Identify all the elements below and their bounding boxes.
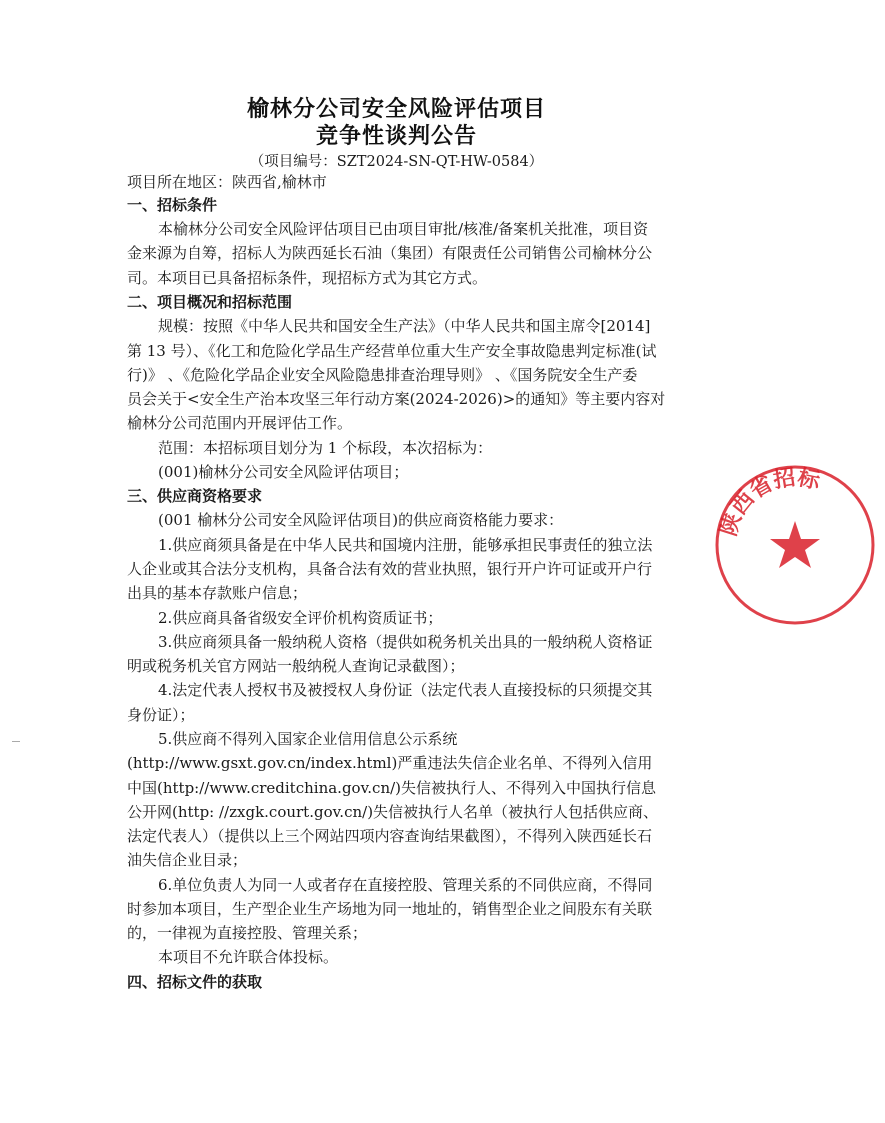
official-seal-icon	[705, 455, 885, 635]
requirement-4-line: 身份证）；	[127, 706, 195, 724]
requirement-3-line: 3.供应商须具备一般纳税人资格（提供如税务机关出具的一般纳税人资格证	[158, 633, 653, 651]
seal-text: 陕西省招标	[716, 465, 823, 540]
project-code: （项目编号：SZT2024-SN-QT-HW-0584）	[249, 154, 544, 170]
section-3-heading: 三、供应商资格要求	[127, 487, 263, 505]
requirement-5-line: (http://www.gsxt.gov.cn/index.html)严重违法失信企业名单、不得列入信用	[127, 754, 653, 772]
section-2-scale-line: 规模：按照《中华人民共和国安全生产法》（中华人民共和国主席令[2014]	[158, 317, 651, 335]
section-4-heading: 四、招标文件的获取	[127, 973, 263, 991]
title-line-2: 竞争性谈判公告	[315, 124, 477, 149]
section-2-scale-line: 行)》 、《危险化学品企业安全风险隐患排查治理导则》 、《国务院安全生产委	[127, 366, 638, 384]
requirement-5-line: 5.供应商不得列入国家企业信用信息公示系统	[158, 730, 458, 748]
requirement-5-line: 油失信企业目录；	[127, 851, 248, 869]
section-2-range-line: 范围：本招标项目划分为 1 个标段，本次招标为：	[158, 439, 493, 457]
requirement-1-line: 出具的基本存款账户信息；	[127, 584, 308, 602]
requirement-6-line: 6.单位负责人为同一人或者存在直接控股、管理关系的不同供应商，不得同	[158, 876, 653, 894]
title-line-1: 榆林分公司安全风险评估项目	[246, 97, 546, 122]
section-1-line: 金来源为自筹，招标人为陕西延长石油（集团）有限责任公司销售公司榆林分公	[127, 244, 653, 262]
requirement-5-line: 法定代表人）（提供以上三个网站四项内容查询结果截图），不得列入陕西延长石	[127, 827, 653, 845]
requirement-4-line: 4.法定代表人授权书及被授权人身份证（法定代表人直接投标的只须提交其	[158, 681, 653, 699]
requirement-1-line: 1.供应商须具备是在中华人民共和国境内注册，能够承担民事责任的独立法	[158, 536, 653, 554]
section-1-heading: 一、招标条件	[127, 196, 218, 214]
margin-mark	[12, 741, 20, 742]
requirement-2-line: 2.供应商具备省级安全评价机构资质证书；	[158, 609, 443, 627]
section-2-scale-line: 第 13 号）、《化工和危险化学品生产经营单位重大生产安全事故隐患判定标准(试	[127, 342, 657, 360]
requirement-6-line: 的，一律视为直接控股、管理关系；	[127, 924, 368, 942]
section-2-heading: 二、项目概况和招标范围	[127, 293, 293, 311]
section-2-range-line: (001)榆林分公司安全风险评估项目；	[158, 463, 409, 481]
requirement-5-line: 中国(http://www.creditchina.gov.cn/)失信被执行人、不得列入中国执行信息	[127, 779, 657, 797]
requirement-1-line: 人企业或其合法分支机构，具备合法有效的营业执照，银行开户许可证或开户行	[127, 560, 653, 578]
requirement-6-line: 时参加本项目，生产型企业生产场地为同一地址的，销售型企业之间股东有关联	[127, 900, 653, 918]
requirement-5-line: 公开网(http: //zxgk.court.gov.cn/)失信被执行人名单（被执行人包括供应商、	[127, 803, 659, 821]
requirement-3-line: 明或税务机关官方网站一般纳税人查询记录截图）；	[127, 657, 465, 675]
section-2-scale-line: 榆林分公司范围内开展评估工作。	[127, 414, 353, 432]
section-3-intro: (001 榆林分公司安全风险评估项目)的供应商资格能力要求：	[158, 511, 564, 529]
section-2-scale-line: 员会关于<安全生产治本攻坚三年行动方案(2024-2026)>的通知》等主要内容对	[127, 390, 666, 408]
project-location: 项目所在地区：陕西省,榆林市	[127, 173, 327, 191]
section-1-line: 司。本项目已具备招标条件，现招标方式为其它方式。	[127, 269, 488, 287]
no-consortium-note: 本项目不允许联合体投标。	[158, 948, 339, 966]
section-1-line: 本榆林分公司安全风险评估项目已由项目审批/核准/备案机关批准，项目资	[158, 220, 649, 238]
svg-text:陕西省招标	[715, 464, 823, 539]
